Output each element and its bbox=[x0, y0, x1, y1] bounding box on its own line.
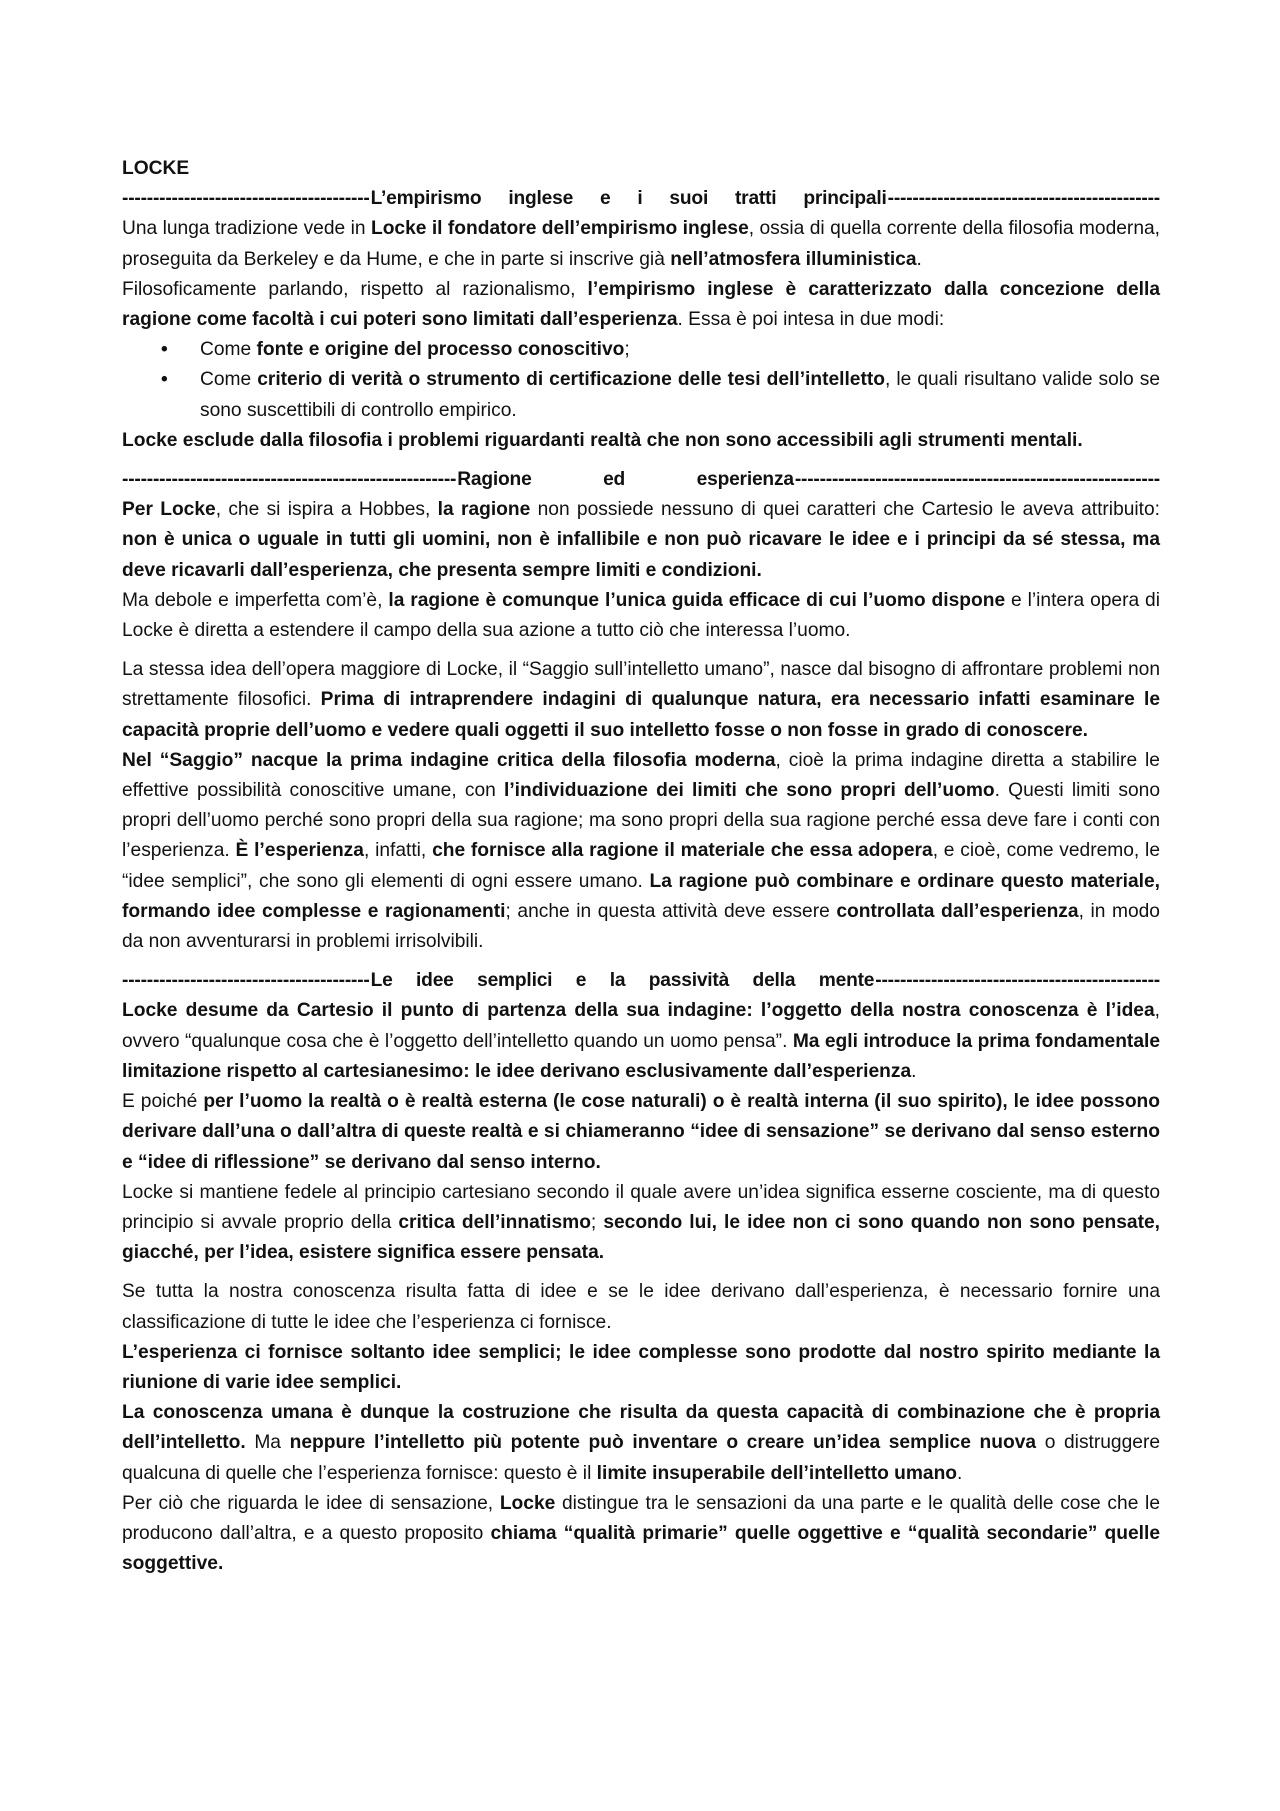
paragraph: La conoscenza umana è dunque la costruzione che risulta da questa capacità di combinazione che è propria dell’intelletto. Ma neppure l’intelletto più potente può inventare o creare un’idea semplice nuova o distruggere qualcuna di quelle che l’esperienza fornisce: questo è il limite insuperabile dell’intelletto umano. bbox=[122, 1402, 1161, 1484]
document-page bbox=[122, 154, 1160, 1579]
heading-dashes-left: ------------------------------------------------------ bbox=[122, 469, 457, 491]
paragraph: Una lunga tradizione vede in Locke il fondatore dell’empirismo inglese, ossia di quella corrente della filosofia moderna, proseguita da Berkeley e da Hume, e che in parte si inscrive già nell’atmosfera illuministica. bbox=[122, 218, 1160, 270]
heading-dashes-right: ----------------------------------------------------------- bbox=[794, 469, 1160, 491]
paragraph: Se tutta la nostra conoscenza risulta fatta di idee e se le idee derivano dall’esperienza, è necessario fornire una classificazione di tutte le idee che l’esperienza ci fornisce. bbox=[122, 1281, 1160, 1333]
list-item: • Come criterio di verità o strumento di certificazione delle tesi dell’intelletto, le quali risultano valide solo se sono suscettibili di controllo empirico. bbox=[200, 365, 1160, 425]
paragraph: La stessa idea dell’opera maggiore di Locke, il “Saggio sull’intelletto umano”, nasce dal bisogno di affrontare problemi non strettamente filosofici. Prima di intraprendere indagini di qualunque natura, era necessario infatti esaminare le capacità proprie dell’uomo e vedere quali oggetti il suo intelletto fosse o non fosse in grado di conoscere. bbox=[122, 659, 1160, 741]
heading-dashes-left: ---------------------------------------- bbox=[122, 188, 370, 210]
bullet-list bbox=[122, 335, 1160, 426]
heading-dashes-left: ---------------------------------------- bbox=[122, 970, 370, 992]
heading-label: Le idee semplici e la passività della mente bbox=[370, 970, 875, 992]
section-heading-idee-semplici bbox=[122, 966, 1160, 996]
list-item: • Come fonte e origine del processo conoscitivo; bbox=[200, 335, 1160, 365]
heading-label: Ragione ed esperienza bbox=[457, 469, 794, 491]
section-heading-ragione bbox=[122, 465, 1160, 495]
heading-label: L’empirismo inglese e i suoi tratti principali bbox=[370, 188, 887, 210]
paragraph: Filosoficamente parlando, rispetto al razionalismo, l’empirismo inglese è caratterizzato dalla concezione della ragione come facoltà i cui poteri sono limitati dall’esperienza. Essa è poi intesa in due modi: bbox=[122, 278, 1160, 331]
paragraph: E poiché per l’uomo la realtà o è realtà esterna (le cose naturali) o è realtà interna (il suo spirito), le idee possono derivare dall’una o dall’altra di queste realtà e si chiameranno “idee di sensazione” se derivano dal senso esterno e “idee di riflessione” se derivano dal senso interno. bbox=[122, 1091, 1160, 1173]
section-heading-empirismo bbox=[122, 184, 1160, 214]
heading-dashes-right: ---------------------------------------------- bbox=[875, 970, 1160, 992]
document-title: LOCKE bbox=[122, 158, 190, 179]
paragraph: Per ciò che riguarda le idee di sensazione, Locke distingue tra le sensazioni da una parte e le qualità delle cose che le producono dall’altra, e a questo proposito chiama “qualità primarie” quelle oggettive e “qualità secondarie” quelle soggettive. bbox=[122, 1492, 1160, 1575]
heading-dashes-right: -------------------------------------------- bbox=[887, 188, 1160, 210]
paragraph: Locke esclude dalla filosofia i problemi riguardanti realtà che non sono accessibili agli strumenti mentali. bbox=[122, 429, 1083, 451]
paragraph: Per Locke, che si ispira a Hobbes, la ragione non possiede nessuno di quei caratteri che Cartesio le aveva attribuito: non è unica o uguale in tutti gli uomini, non è infallibile e non può ricavare le idee e i principi da sé stessa, ma deve ricavarli dall’esperienza, che presenta sempre limiti e condizioni. bbox=[122, 499, 1161, 581]
paragraph: Locke si mantiene fedele al principio cartesiano secondo il quale avere un’idea significa esserne cosciente, ma di questo principio si avvale proprio della critica dell’innatismo; secondo lui, le idee non ci sono quando non sono pensate, giacché, per l’idea, esistere significa essere pensata. bbox=[122, 1181, 1160, 1264]
paragraph: Locke desume da Cartesio il punto di partenza della sua indagine: l’oggetto della nostra conoscenza è l’idea, ovvero “qualunque cosa che è l’oggetto dell’intelletto quando un uomo pensa”. Ma egli introduce la prima fondamentale limitazione rispetto al cartesianesimo: le idee derivano esclusivamente dall’esperienza. bbox=[122, 1000, 1160, 1082]
paragraph: L’esperienza ci fornisce soltanto idee semplici; le idee complesse sono prodotte dal nostro spirito mediante la riunione di varie idee semplici. bbox=[122, 1341, 1160, 1393]
paragraph: Nel “Saggio” nacque la prima indagine critica della filosofia moderna, cioè la prima indagine diretta a stabilire le effettive possibilità conoscitive umane, con l’individuazione dei limiti che sono propri dell’uomo. Questi limiti sono propri dell’uomo perché sono propri della sua ragione; ma sono propri della sua ragione perché essa deve fare i conti con l’esperienza. È l’esperienza, infatti, che fornisce alla ragione il materiale che essa adopera, e cioè, come vedremo, le “idee semplici”, che sono gli elementi di ogni essere umano. La ragione può combinare e ordinare questo materiale, formando idee complesse e ragionamenti; anche in questa attività deve essere controllata dall’esperienza, in modo da non avventurarsi in problemi irrisolvibili. bbox=[122, 749, 1161, 953]
paragraph: Ma debole e imperfetta com’è, la ragione è comunque l’unica guida efficace di cui l’uomo dispone e l’intera opera di Locke è diretta a estendere il campo della sua azione a tutto ciò che interessa l’uomo. bbox=[122, 589, 1160, 642]
